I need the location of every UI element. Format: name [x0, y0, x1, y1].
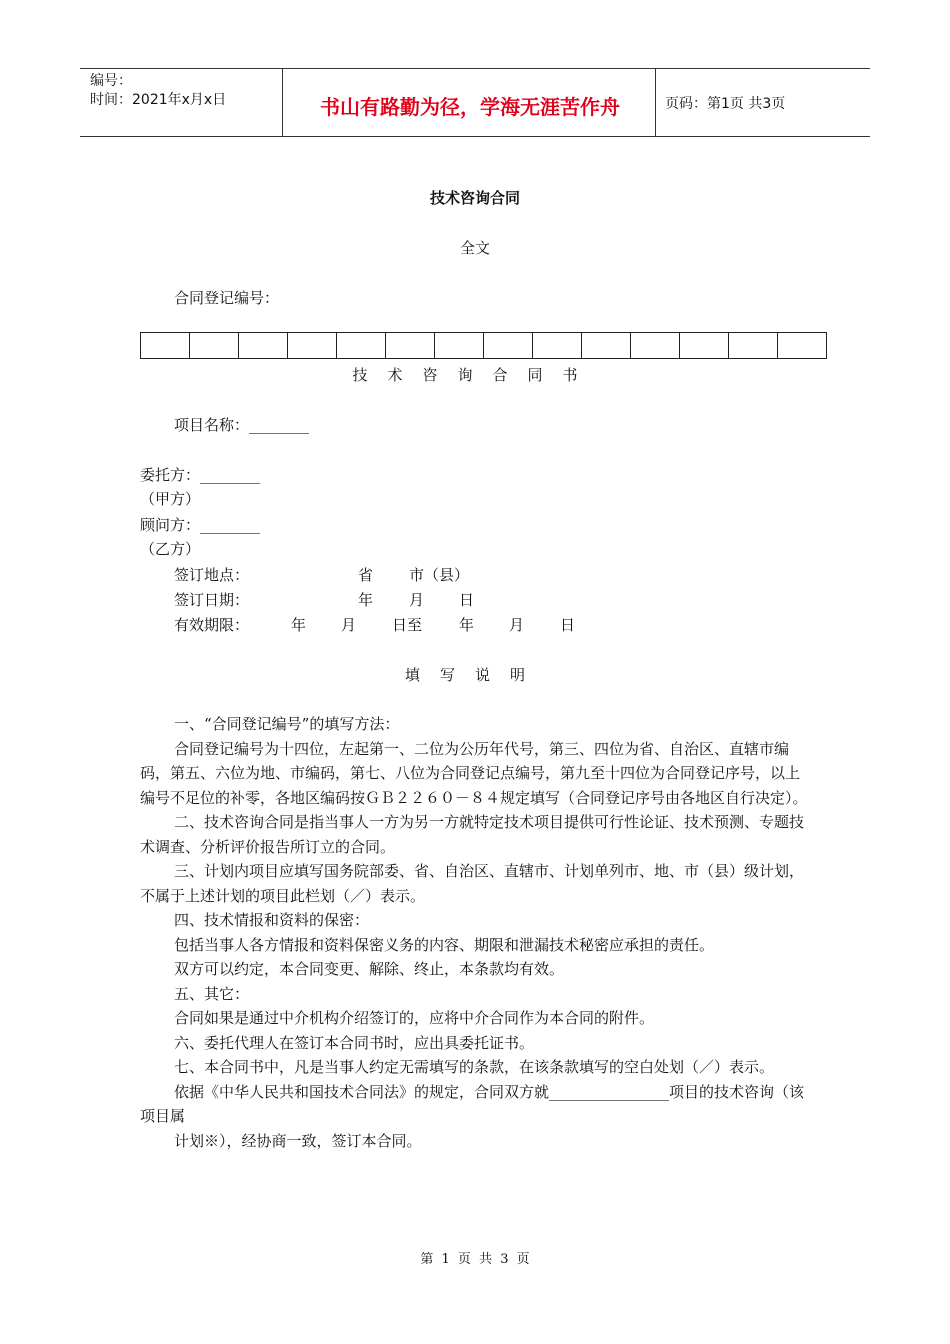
client-field: 委托方：________: [140, 466, 261, 484]
sign-date-year: 年: [358, 591, 374, 609]
registration-box[interactable]: [337, 333, 386, 358]
consultant-role: （乙方）: [140, 540, 201, 558]
paragraph: 六、委托代理人在签订本合同书时，应出具委托证书。: [174, 1033, 535, 1052]
time-label: 时间：2021年x月x日: [90, 92, 227, 108]
registration-box[interactable]: [190, 333, 239, 358]
registration-label: 合同登记编号：: [174, 289, 280, 307]
paragraph: 四、技术情报和资料的保密：: [174, 911, 370, 929]
validity-start-day: 日至: [392, 616, 423, 634]
header-divider: [282, 69, 283, 136]
document-title: 技术咨询合同: [429, 189, 520, 207]
contract-title: 技术咨询合同书: [352, 366, 598, 384]
sign-date-day: 日: [459, 591, 475, 609]
motto-text: 书山有路勤为径，学海无涯苦作舟: [320, 95, 620, 119]
document-subtitle: 全文: [459, 239, 490, 257]
registration-box[interactable]: [435, 333, 484, 358]
validity-start-year: 年: [291, 616, 307, 634]
paragraph: 依据《中华人民共和国技术合同法》的规定，合同双方就________________项目的技术咨询（该项目属: [140, 1082, 805, 1125]
paragraph: 七、本合同书中，凡是当事人约定无需填写的条款，在该条款填写的空白处划（／）表示。: [174, 1058, 775, 1076]
page-indicator: 页码：第1页 共3页: [665, 96, 786, 112]
paragraph: 二、技术咨询合同是指当事人一方为另一方就特定技术项目提供可行性论证、技术预测、专题技术调查、分析评价报告所订立的合同。: [140, 813, 805, 856]
paragraph: 合同登记编号为十四位，左起第一、二位为公历年代号，第三、四位为省、自治区、直辖市编码，第五、六位为地、市编码，第七、八位为合同登记点编号，第九至十四位为合同登记序号，以上编号不足位的补零，各地区编码按ＧＢ２２６０－８４规定填写（合同登记序号由各地区自行决定）。: [140, 739, 808, 807]
registration-box[interactable]: [239, 333, 288, 358]
registration-box[interactable]: [582, 333, 631, 358]
consultant-field: 顾问方：________: [140, 516, 261, 534]
validity-end-day: 日: [560, 616, 576, 634]
paragraph: 三、计划内项目应填写国务院部委、省、自治区、直辖市、计划单列市、地、市（县）级计划，不属于上述计划的项目此栏划（／）表示。: [140, 862, 805, 905]
paragraph: 双方可以约定，本合同变更、解除、终止，本条款均有效。: [174, 960, 565, 978]
validity-label: 有效期限：: [174, 616, 250, 634]
header-meta: [90, 72, 226, 110]
validity-end-month: 月: [509, 616, 525, 634]
validity-end-year: 年: [459, 616, 475, 634]
paragraph: 一、“合同登记编号”的填写方法：: [174, 715, 400, 733]
registration-box[interactable]: [386, 333, 435, 358]
sign-place-label: 签订地点：: [174, 566, 250, 584]
instructions-body: [140, 712, 810, 1153]
sign-date-month: 月: [409, 591, 425, 609]
registration-box[interactable]: [729, 333, 778, 358]
project-name-field: 项目名称：________: [174, 416, 310, 434]
page-footer: 第 1 页 共 3 页: [420, 1252, 530, 1267]
paragraph: 计划※），经协商一致，签订本合同。: [174, 1131, 422, 1150]
registration-box[interactable]: [778, 333, 826, 358]
registration-number-boxes: [140, 332, 827, 359]
registration-box[interactable]: [533, 333, 582, 358]
header-divider: [655, 69, 656, 136]
paragraph: 合同如果是通过中介机构介绍签订的，应将中介合同作为本合同的附件。: [174, 1009, 655, 1027]
registration-box[interactable]: [631, 333, 680, 358]
client-role: （甲方）: [140, 490, 201, 508]
sign-date-label: 签订日期：: [174, 591, 250, 609]
sign-place-province: 省: [358, 566, 374, 584]
sign-place-city: 市（县）: [409, 566, 470, 584]
code-label: 编号：: [90, 73, 132, 89]
paragraph: 包括当事人各方情报和资料保密义务的内容、期限和泄漏技术秘密应承担的责任。: [174, 935, 715, 954]
instructions-title: 填写说明: [404, 666, 545, 684]
paragraph: 五、其它：: [174, 984, 250, 1003]
registration-box[interactable]: [288, 333, 337, 358]
registration-box[interactable]: [680, 333, 729, 358]
registration-box[interactable]: [141, 333, 190, 358]
validity-start-month: 月: [341, 616, 357, 634]
registration-box[interactable]: [484, 333, 533, 358]
document-header: [80, 68, 870, 137]
